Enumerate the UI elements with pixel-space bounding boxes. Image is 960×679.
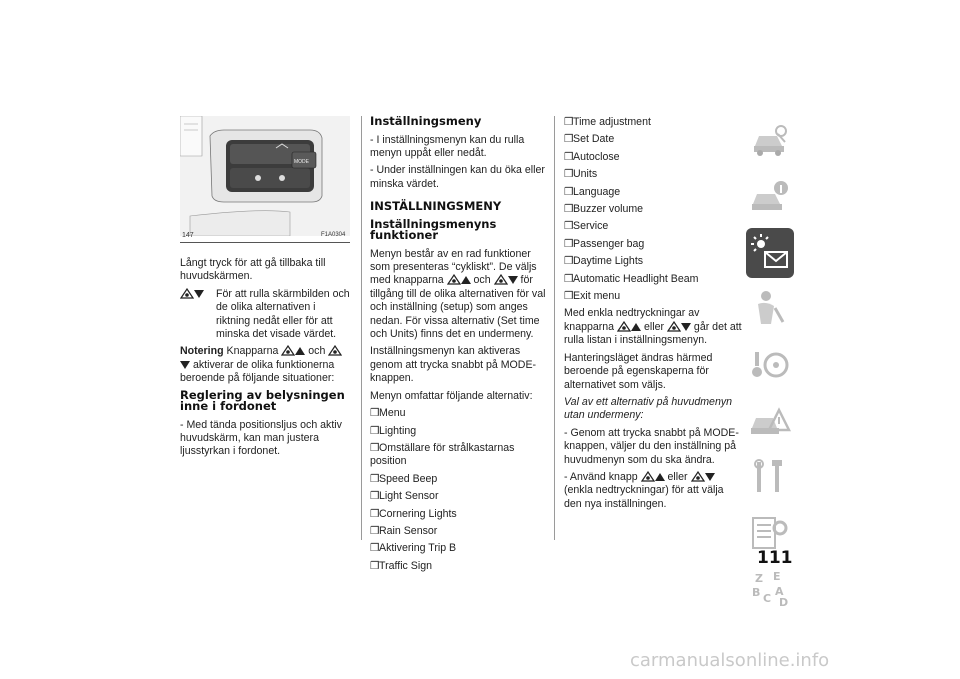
tab-car-info[interactable]	[746, 172, 794, 222]
checkbox-glyph: ❒	[564, 290, 574, 303]
paragraph-use-buttons	[564, 471, 742, 511]
menu-options-list	[370, 407, 548, 573]
note-paragraph	[180, 345, 350, 385]
menu-cyclic-text-a: Menyn består av en rad funktioner som presenteras “cykliskt”. De väljs med knapparna	[370, 247, 537, 287]
list-item-label: Automatic Headlight Beam	[573, 272, 699, 285]
figure-number: 147	[182, 232, 194, 239]
checkbox-glyph: ❒	[370, 507, 380, 520]
list-item	[370, 407, 548, 420]
checkbox-glyph: ❒	[564, 220, 574, 233]
checkbox-glyph: ❒	[564, 255, 574, 268]
list-item	[370, 560, 548, 573]
paragraph-mode-change: Hanteringsläget ändras härmed beroende på egenskaperna för alternativet som väljs.	[564, 351, 713, 391]
interior-light-icon	[328, 345, 342, 356]
interior-light-icon	[617, 321, 631, 332]
checkbox-glyph: ❒	[370, 424, 380, 437]
list-item-label: Exit menu	[573, 290, 621, 303]
tab-starting-driving[interactable]	[746, 340, 794, 390]
checkbox-glyph: ❒	[370, 490, 380, 503]
list-item	[564, 255, 742, 268]
tab-car-dashboard[interactable]	[746, 116, 794, 166]
checkbox-glyph: ❒	[564, 272, 574, 285]
light-message-icon	[749, 232, 791, 274]
interior-light-icon	[667, 321, 681, 332]
select-italic-text: Val av ett alternativ på huvudmenyn utan undermeny:	[564, 395, 733, 422]
list-item	[564, 168, 742, 181]
paragraph-scroll-down	[180, 288, 350, 342]
use-buttons-text-b: eller	[667, 470, 688, 483]
note-text-b: och	[308, 345, 326, 358]
paragraph-scroll-menu: - I inställningsmenyn kan du rulla menyn uppåt eller nedåt.	[370, 133, 525, 159]
list-item-label: Aktivering Trip B	[379, 542, 457, 555]
note-label: Notering	[180, 345, 224, 358]
checkbox-glyph: ❒	[564, 116, 574, 128]
up-arrow-icon	[655, 472, 665, 482]
list-item-label: Cornering Lights	[379, 507, 457, 520]
interior-light-icon	[691, 471, 705, 482]
use-buttons-text-c: (enkla nedtryckningar) för att välja den nya inställningen.	[564, 484, 724, 510]
list-item-label: Daytime Lights	[573, 255, 644, 268]
mode-label: MODE	[294, 159, 309, 165]
column-right	[564, 116, 742, 515]
checkbox-glyph: ❒	[564, 237, 574, 250]
list-item	[370, 490, 548, 503]
list-item	[564, 133, 742, 146]
figure-code: F1A0304	[321, 232, 346, 238]
interior-light-icon	[494, 274, 508, 285]
tab-safety[interactable]	[746, 284, 794, 334]
list-item-label: Language	[573, 185, 621, 198]
down-arrow-icon	[705, 472, 715, 482]
scroll-list-text-c: går det att rulla listan i inställningsmenyn.	[564, 320, 742, 347]
list-item	[370, 425, 548, 438]
page-number: 111	[757, 548, 793, 568]
up-arrow-icon	[461, 275, 471, 285]
list-item	[370, 508, 548, 521]
paragraph-long-press: Långt tryck för att gå tillbaka till huvudskärmen.	[180, 257, 326, 283]
checkbox-glyph: ❒	[370, 542, 380, 555]
use-buttons-text-a: - Använd knapp	[564, 470, 638, 483]
paragraph-menu-contains: Menyn omfattar följande alternativ:	[370, 389, 533, 402]
list-item-label: Speed Beep	[379, 472, 438, 485]
tab-emergency[interactable]	[746, 396, 794, 446]
list-item	[564, 186, 742, 199]
checkbox-glyph: ❒	[370, 407, 380, 420]
checkbox-glyph: ❒	[564, 168, 574, 181]
svg-text:B: B	[752, 586, 761, 599]
list-item-label: Set Date	[573, 133, 615, 146]
heading-menu-functions: Inställningsmenyns funktioner	[370, 216, 497, 243]
paragraph-scroll-list	[564, 307, 742, 347]
light-switch-illustration	[180, 116, 350, 236]
menu-cyclic-text-b: och	[473, 274, 491, 287]
down-arrow-icon	[508, 275, 518, 285]
car-info-icon	[749, 176, 791, 218]
list-item	[370, 525, 548, 538]
list-item-label: Omställare för strålkastarnas position	[370, 441, 515, 468]
svg-text:A: A	[775, 585, 784, 598]
tools-icon	[749, 456, 791, 498]
list-item-label: Units	[573, 168, 598, 181]
list-item-label: Traffic Sign	[379, 559, 432, 572]
svg-text:Z: Z	[755, 572, 763, 585]
list-item-label: Buzzer volume	[573, 203, 644, 216]
checkbox-glyph: ❒	[564, 185, 574, 198]
down-arrow-icon	[180, 360, 190, 370]
car-dashboard-icon	[749, 120, 791, 162]
list-item	[564, 151, 742, 164]
checkbox-glyph: ❒	[370, 559, 380, 572]
list-item-label: Service	[573, 220, 609, 233]
scroll-list-text-a: Med enkla nedtryckningar av knapparna	[564, 307, 700, 333]
column-divider	[554, 116, 555, 540]
list-item	[564, 290, 742, 303]
heading-interior-lighting: Reglering av belysningen inne i fordonet	[180, 387, 345, 414]
menu-options-list-continued	[564, 116, 742, 303]
interior-light-icon	[281, 345, 295, 356]
paragraph-lighting-adjust: - Med tända positionsljus och aktiv huvudskärm, kan man justera ljusstyrkan i fordonet.	[180, 418, 342, 458]
list-item	[564, 203, 742, 216]
down-arrow-icon	[681, 322, 691, 332]
figure-rule	[180, 242, 350, 243]
list-item	[564, 273, 742, 286]
checkbox-glyph: ❒	[370, 524, 380, 537]
list-item-label: Lighting	[379, 424, 417, 437]
list-item-label: Autoclose	[573, 150, 620, 163]
column-left	[180, 257, 350, 463]
tab-maintenance[interactable]	[746, 452, 794, 502]
checkbox-glyph: ❒	[564, 133, 574, 146]
list-item	[564, 116, 742, 129]
list-item	[370, 542, 548, 555]
paragraph-menu-cyclic	[370, 248, 548, 342]
interior-light-icon	[447, 274, 461, 285]
paragraph-mode-press: - Genom att trycka snabbt på MODE-knappen, väljer du den inställning på huvudmenyn som du ska ändra.	[564, 426, 739, 466]
column-middle	[370, 116, 548, 577]
list-item	[370, 473, 548, 486]
dashboard-switch-figure	[180, 116, 350, 236]
up-arrow-icon	[631, 322, 641, 332]
tab-alphabetical-index[interactable]	[746, 564, 794, 614]
heading-settings-menu: Inställningsmeny	[370, 114, 482, 128]
checkbox-glyph: ❒	[564, 203, 574, 216]
svg-text:C: C	[763, 592, 772, 605]
alphabet-index-icon	[749, 568, 791, 610]
svg-text:D: D	[779, 596, 789, 609]
paragraph-activate-menu: Inställningsmenyn kan aktiveras genom att trycka snabbt på MODE-knappen.	[370, 345, 537, 385]
menu-cyclic-text-c: för tillgång till de olika alternativen för val och inställning (setup) som anges nedan. För vissa alternativ (Set time och Units) finns det en undermeny.	[370, 274, 546, 341]
paragraph-select-italic	[564, 396, 742, 423]
list-item	[564, 238, 742, 251]
list-item	[370, 442, 548, 469]
paragraph-adjust-value: - Under inställningen kan du öka eller minska värdet.	[370, 164, 545, 190]
steering-key-icon	[749, 344, 791, 386]
checkbox-glyph: ❒	[370, 472, 380, 485]
light-down-buttons	[180, 288, 204, 301]
scroll-list-text-b: eller	[643, 320, 665, 333]
interior-light-icon	[180, 288, 194, 299]
down-arrow-icon	[194, 289, 204, 299]
note-text-c: aktiverar de olika funktionerna beroende på följande situationer:	[180, 358, 335, 385]
list-item-label: Light Sensor	[379, 490, 439, 503]
safety-person-icon	[749, 288, 791, 330]
scroll-down-text: För att rulla skärmbilden och de olika alternativen i riktning nedåt eller för att minska det visade värdet.	[216, 287, 350, 341]
column-divider	[361, 116, 362, 540]
watermark: carmanualsonline.info	[630, 650, 830, 671]
list-item	[564, 220, 742, 233]
chapter-sidebar	[746, 116, 794, 620]
note-text-a: Knapparna	[226, 345, 279, 358]
list-item-label: Menu	[379, 407, 406, 420]
heading-settings-menu-caps: INSTÄLLNINGSMENY	[370, 199, 502, 214]
interior-light-icon	[641, 471, 655, 482]
list-item-label: Time adjustment	[573, 116, 651, 128]
car-warning-icon	[749, 400, 791, 442]
list-item-label: Passenger bag	[573, 237, 645, 250]
tab-light-message[interactable]	[746, 228, 794, 278]
checkbox-glyph: ❒	[370, 441, 380, 454]
list-item-label: Rain Sensor	[379, 524, 438, 537]
svg-text:E: E	[773, 570, 781, 583]
checkbox-glyph: ❒	[564, 150, 574, 163]
up-arrow-icon	[295, 346, 305, 356]
